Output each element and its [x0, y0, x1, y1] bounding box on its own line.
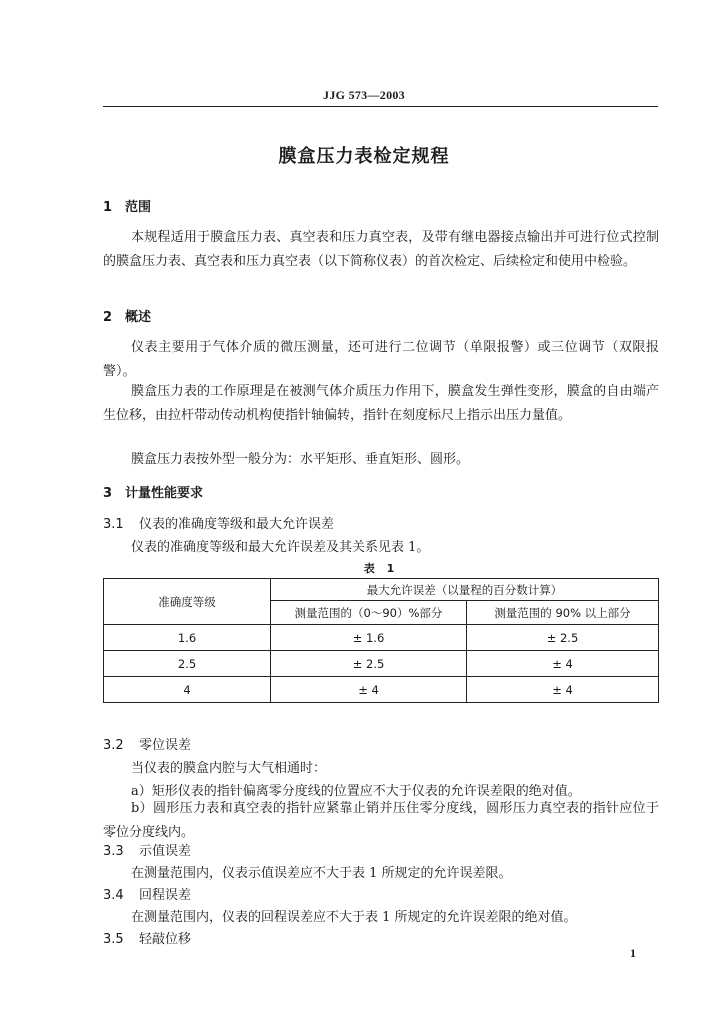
section-number: 2 [103, 310, 113, 325]
standard-code: JJG 573—2003 [323, 88, 405, 102]
subsection-title: 仪表的准确度等级和最大允许误差 [139, 517, 335, 532]
header-max-permissible-error: 最大允许误差（以量程的百分数计算） [271, 579, 659, 601]
subsection-title: 示值误差 [139, 844, 192, 859]
subsection-3-4-heading [103, 884, 191, 903]
section-title: 范围 [125, 200, 152, 215]
table-row [104, 677, 659, 703]
cell-grade: 4 [104, 677, 271, 703]
section-2-paragraph-1: 仪表主要用于气体介质的微压测量，还可进行二位调节（单限报警）或三位调节（双限报警）。 [103, 340, 659, 379]
subsection-3-2-item-a: a）矩形仪表的指针偏离零分度线的位置应不大于仪表的允许误差限的绝对值。 [131, 784, 581, 799]
document-title: 膜盒压力表检定规程 [278, 146, 450, 167]
subsection-number: 3.2 [103, 738, 124, 753]
cell-grade: 2.5 [104, 651, 271, 677]
header-accuracy-grade: 准确度等级 [104, 579, 271, 625]
section-title: 计量性能要求 [125, 486, 204, 501]
header-range-above-90: 测量范围的 90% 以上部分 [467, 601, 659, 625]
page-number: 1 [630, 946, 636, 960]
cell-error-high-range: ± 2.5 [467, 625, 659, 651]
section-2-heading [103, 306, 151, 325]
subsection-3-1-text: 仪表的准确度等级和最大允许误差及其关系见表 1。 [131, 540, 430, 555]
cell-grade: 1.6 [104, 625, 271, 651]
cell-error-high-range: ± 4 [467, 651, 659, 677]
tolerance-table [103, 578, 659, 703]
subsection-number: 3.1 [103, 517, 124, 532]
header-rule [103, 106, 658, 107]
subsection-number: 3.5 [103, 932, 124, 947]
subsection-3-4-text: 在测量范围内，仪表的回程误差应不大于表 1 所规定的允许误差限的绝对值。 [131, 910, 577, 925]
section-number: 1 [103, 200, 113, 215]
subsection-number: 3.4 [103, 888, 124, 903]
table-caption: 表 1 [363, 562, 399, 575]
subsection-3-3-text: 在测量范围内，仪表示值误差应不大于表 1 所规定的允许误差限。 [131, 866, 512, 881]
cell-error-low-range: ± 4 [271, 677, 467, 703]
subsection-3-3-heading [103, 840, 191, 859]
section-2-paragraph-2: 膜盒压力表的工作原理是在被测气体介质压力作用下，膜盒发生弹性变形，膜盒的自由端产生位移，由拉杆带动传动机构使指针轴偏转，指针在刻度标尺上指示出压力量值。 [103, 384, 659, 423]
subsection-title: 零位误差 [139, 738, 192, 753]
cell-error-high-range: ± 4 [467, 677, 659, 703]
cell-error-low-range: ± 2.5 [271, 651, 467, 677]
subsection-3-2-heading [103, 734, 191, 753]
section-1-paragraph: 本规程适用于膜盒压力表、真空表和压力真空表，及带有继电器接点输出并可进行位式控制的膜盒压力表、真空表和压力真空表（以下简称仪表）的首次检定、后续检定和使用中检验。 [103, 230, 659, 269]
section-2-paragraph-3: 膜盒压力表按外型一般分为：水平矩形、垂直矩形、圆形。 [131, 452, 470, 467]
subsection-3-2-item-b: b）圆形压力表和真空表的指针应紧靠止销并压住零分度线，圆形压力真空表的指针应位于零位分度线内。 [103, 801, 659, 840]
section-title: 概述 [125, 310, 152, 325]
section-number: 3 [103, 486, 113, 501]
table-row [104, 651, 659, 677]
subsection-3-2-text: 当仪表的膜盒内腔与大气相通时： [131, 761, 327, 776]
subsection-3-5-heading [103, 928, 191, 947]
section-3-heading [103, 482, 203, 501]
subsection-title: 回程误差 [139, 888, 192, 903]
cell-error-low-range: ± 1.6 [271, 625, 467, 651]
subsection-number: 3.3 [103, 844, 124, 859]
subsection-3-1-heading [103, 513, 334, 532]
table-row [104, 625, 659, 651]
subsection-title: 轻敲位移 [139, 932, 192, 947]
section-1-heading [103, 196, 151, 215]
header-range-0-90: 测量范围的（0～90）%部分 [271, 601, 467, 625]
